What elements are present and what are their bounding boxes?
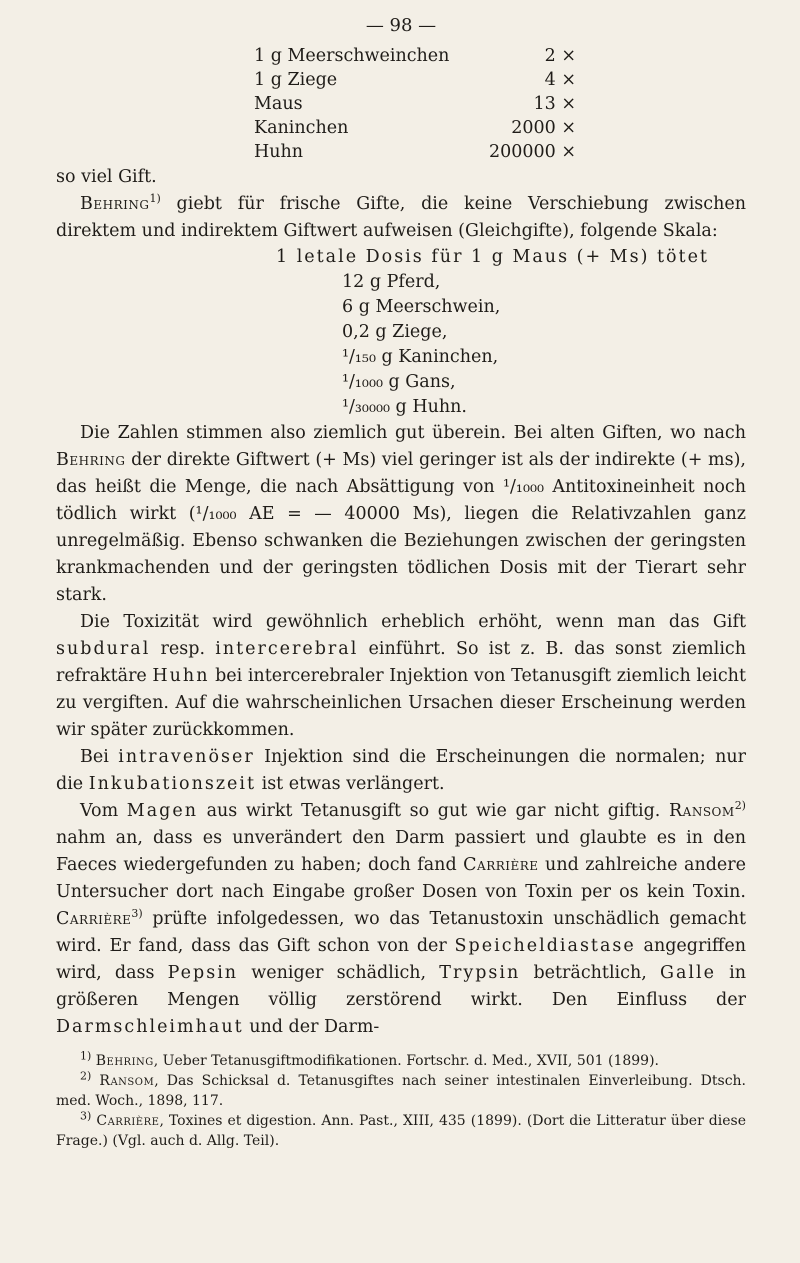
- emphasis-text: Magen: [126, 801, 198, 821]
- table-cell-animal: 1 g Ziege: [254, 70, 338, 90]
- emphasis-text: Trypsin: [439, 963, 521, 983]
- scale-item: ¹/₁₀₀₀ g Gans,: [342, 372, 456, 392]
- paragraph-text: Injektion sind die Erscheinungen die normalen; nur die: [56, 747, 746, 794]
- footnote-mark: 2): [80, 1069, 92, 1083]
- after-table-text: so viel Gift.: [56, 167, 157, 187]
- table-row: [254, 68, 576, 92]
- footnote-author: Ransom: [99, 1073, 155, 1089]
- table-row: [254, 140, 576, 164]
- paragraph-behring-scale: [56, 191, 746, 245]
- footnote: [56, 1051, 746, 1071]
- author-name: Behring: [80, 194, 150, 214]
- emphasis-text: intercerebral: [215, 639, 359, 659]
- footnote-mark: 3): [131, 907, 143, 921]
- table-row: [254, 116, 576, 140]
- footnote-mark: 3): [80, 1109, 92, 1123]
- table-cell-animal: Huhn: [254, 142, 304, 162]
- footnote-text: , Das Schicksal d. Tetanusgiftes nach seiner intestinalen Einverleibung. Dtsch. med. Woch., 1898, 117.: [56, 1073, 747, 1109]
- table-cell-factor: 4 ×: [544, 70, 576, 90]
- toxicity-ratio-table: [254, 44, 576, 164]
- paragraph-text: ist etwas verlängert.: [256, 774, 445, 794]
- footnote-mark: 1): [80, 1049, 92, 1063]
- table-cell-animal: Maus: [254, 94, 303, 114]
- paragraph-text: bei intercerebraler Injektion von Tetanusgift ziemlich leicht zu vergiften. Auf die wahrscheinlichen Ursachen dieser Erscheinung werden wir später zurückkommen.: [56, 666, 746, 740]
- scale-item: 12 g Pferd,: [342, 272, 441, 292]
- footnote-text: , Ueber Tetanusgiftmodifikationen. Fortschr. d. Med., XVII, 501 (1899).: [153, 1053, 659, 1069]
- footnote-mark: 2): [734, 799, 746, 813]
- scale-heading: 1 letale Dosis für 1 g Maus (+ Ms) tötet: [276, 247, 709, 267]
- paragraph-text: Die Toxizität wird gewöhnlich erheblich erhöht, wenn man das Gift: [80, 612, 746, 632]
- emphasis-text: Huhn: [152, 666, 210, 686]
- author-name: Carrière: [463, 855, 539, 875]
- table-cell-animal: 1 g Meerschweinchen: [254, 46, 450, 66]
- paragraph-text: und der Darm-: [243, 1017, 380, 1037]
- emphasis-text: Speicheldiastase: [454, 936, 636, 956]
- table-row: [254, 44, 576, 68]
- book-page: [56, 14, 746, 1151]
- emphasis-text: Inkubationszeit: [88, 774, 257, 794]
- table-cell-factor: 200000 ×: [488, 142, 576, 162]
- paragraph-intravenous: [56, 744, 746, 798]
- paragraph-text: giebt für frische Gifte, die keine Verschiebung zwischen direktem und indirektem Giftwert aufweisen (Gleichgifte), folgende Skala:: [56, 194, 746, 241]
- table-cell-factor: 2000 ×: [511, 118, 576, 138]
- table-row: [254, 92, 576, 116]
- paragraph-text: einführt. So ist z. B. das sonst ziemlich refraktäre: [56, 639, 746, 686]
- scale-item: ¹/₁₅₀ g Kaninchen,: [342, 347, 499, 367]
- paragraph-text: nahm an, dass es unverändert den Darm passiert und glaubte es in den Faeces wiedergefunden zu haben; doch fand: [56, 828, 746, 875]
- scale-item: 0,2 g Ziege,: [342, 322, 448, 342]
- emphasis-text: subdural: [56, 639, 151, 659]
- table-cell-animal: Kaninchen: [254, 118, 349, 138]
- footnotes: [56, 1051, 746, 1151]
- table-cell-factor: 2 ×: [544, 46, 576, 66]
- emphasis-text: Pepsin: [167, 963, 239, 983]
- scale-item: ¹/₃₀₀₀₀ g Huhn.: [342, 397, 467, 417]
- page-number: — 98 —: [365, 15, 437, 36]
- footnote-mark: 1): [149, 192, 161, 206]
- table-cell-factor: 13 ×: [533, 94, 576, 114]
- paragraph-relative-numbers: [56, 420, 746, 609]
- footnote-author: Carrière: [96, 1113, 160, 1129]
- paragraph-stomach: [56, 798, 746, 1041]
- footnote-author: Behring: [95, 1053, 154, 1069]
- paragraph-text: Vom: [80, 801, 127, 821]
- emphasis-text: Darmschleimhaut: [56, 1017, 244, 1037]
- paragraph-text: beträchtlich,: [520, 963, 660, 983]
- paragraph-text: aus wirkt Tetanusgift so gut wie gar nicht giftig.: [197, 801, 669, 821]
- emphasis-text: Galle: [659, 963, 716, 983]
- author-name: Ransom: [668, 801, 735, 821]
- footnote: [56, 1071, 746, 1111]
- paragraph-text: weniger schädlich,: [238, 963, 440, 983]
- paragraph-text: Bei: [80, 747, 119, 767]
- paragraph-text: prüfte infolgedessen, wo das Tetanustoxin unschädlich gemacht wird. Er fand, dass das Gift schon von der: [56, 909, 746, 956]
- paragraph-text: und zahlreiche andere Untersucher dort nach Eingabe großer Dosen von Toxin per os kein Toxin.: [56, 855, 746, 902]
- paragraph-text: in größeren Mengen völlig zerstörend wirkt. Den Einfluss der: [56, 963, 746, 1010]
- paragraph-text: resp.: [150, 639, 216, 659]
- scale-item: 6 g Meerschwein,: [342, 297, 501, 317]
- paragraph-text: angegriffen wird, dass: [56, 936, 746, 983]
- author-name: Behring: [56, 450, 126, 470]
- lethal-dose-scale: [276, 245, 746, 420]
- author-name: Carrière: [56, 909, 132, 929]
- footnote-text: , Toxines et digestion. Ann. Past., XIII, 435 (1899). (Dort die Litteratur über diese Frage.) (Vgl. auch d. Allg. Teil).: [56, 1113, 747, 1149]
- emphasis-text: intravenöser: [118, 747, 255, 767]
- paragraph-toxicity: [56, 609, 746, 744]
- paragraph-text: Die Zahlen stimmen also ziemlich gut überein. Bei alten Giften, wo nach: [80, 423, 746, 443]
- paragraph-text: der direkte Giftwert (+ Ms) viel geringer ist als der indirekte (+ ms), das heißt die Menge, die nach Absättigung von ¹/₁₀₀₀ Antitoxineinheit noch tödlich wirkt (¹/₁₀₀₀ AE = — 40000 Ms), liegen die Relativzahlen ganz unregelmäßig. Ebenso schwanken die Beziehungen zwischen der geringsten krankmachenden und der geringsten tödlichen Dosis mit der Tierart sehr stark.: [56, 450, 746, 605]
- footnote: [56, 1111, 746, 1151]
